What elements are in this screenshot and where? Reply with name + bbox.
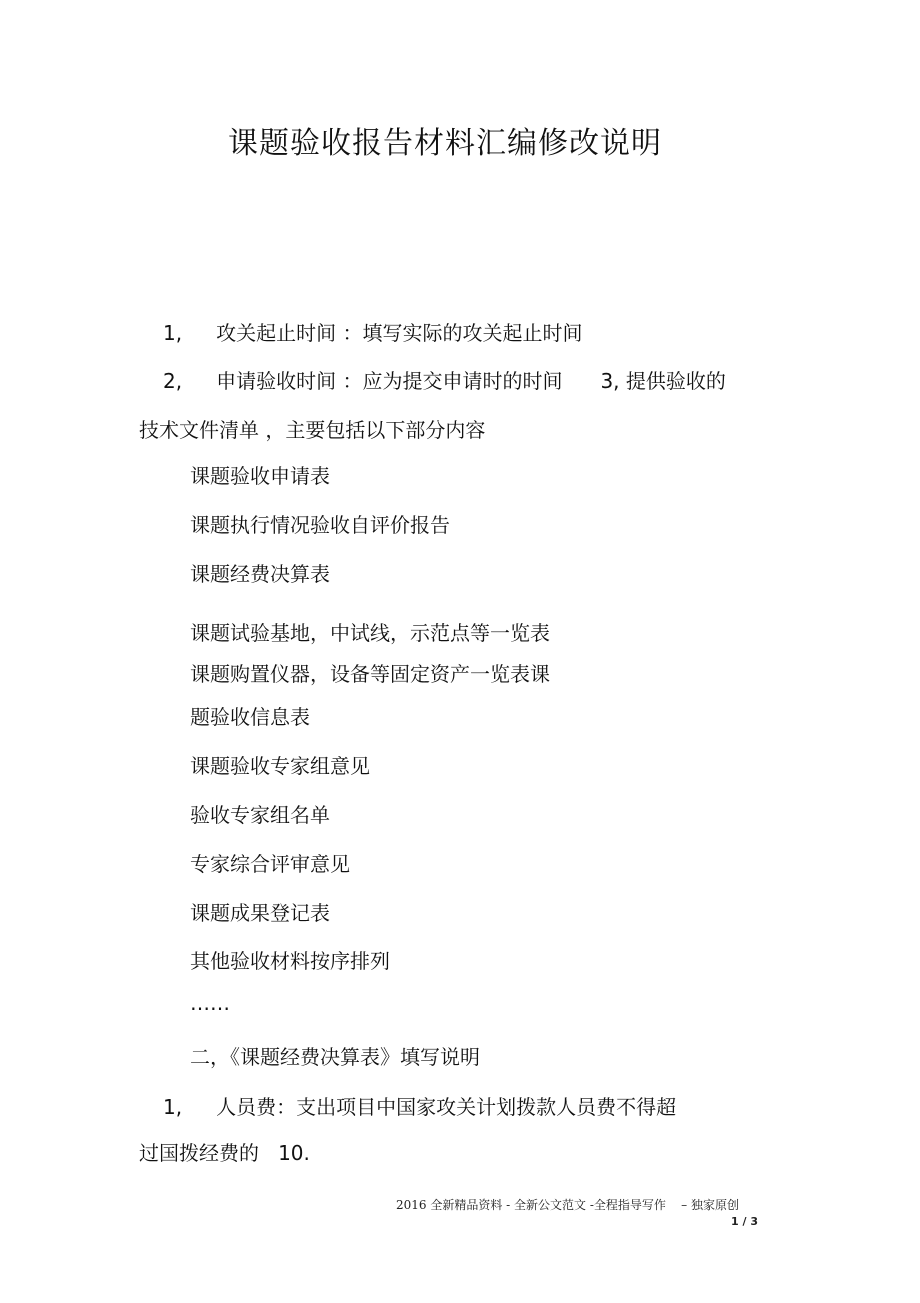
section-2-item-1-number: 1, bbox=[163, 1095, 183, 1119]
list-item: 课题购置仪器，设备等固定资产一览表课 bbox=[190, 662, 550, 686]
list-item: 题验收信息表 bbox=[190, 705, 310, 729]
page-number: 1 / 3 bbox=[731, 1215, 758, 1228]
list-item: 课题验收专家组意见 bbox=[190, 754, 370, 778]
document-title: 课题验收报告材料汇编修改说明 bbox=[228, 126, 662, 161]
list-item: 课题验收申请表 bbox=[190, 464, 330, 488]
section-2-item-1 bbox=[163, 1094, 676, 1120]
list-item: 验收专家组名单 bbox=[190, 803, 330, 827]
page-footer: 2016 全新精品资料 - 全新公文范文 -全程指导写作 – 独家原创 bbox=[396, 1198, 739, 1212]
list-item: 课题试验基地，中试线，示范点等一览表 bbox=[190, 621, 550, 645]
section-2-item-1-continuation: 过国拨经费的 10. bbox=[139, 1141, 310, 1165]
section-2-item-1-text: 人员费：支出项目中国家攻关计划拨款人员费不得超 bbox=[216, 1095, 677, 1119]
item-1-text: 攻关起止时间 ：填写实际的攻关起止时间 bbox=[216, 321, 583, 345]
list-item: 课题执行情况验收自评价报告 bbox=[190, 513, 450, 537]
item-3-inline: 3, 提供验收的 bbox=[600, 369, 726, 393]
item-2-text: 申请验收时间 ：应为提交申请时的时间 bbox=[216, 369, 563, 393]
list-item: 其他验收材料按序排列 bbox=[190, 949, 390, 973]
item-2 bbox=[163, 368, 726, 394]
item-2-number: 2, bbox=[163, 369, 183, 393]
list-ellipsis: …… bbox=[190, 991, 230, 1015]
list-item: 专家综合评审意见 bbox=[190, 852, 350, 876]
list-item: 课题成果登记表 bbox=[190, 901, 330, 925]
item-1-number: 1, bbox=[163, 321, 183, 345]
list-item: 课题经费决算表 bbox=[190, 562, 330, 586]
section-2-heading: 二，《课题经费决算表》填写说明 bbox=[190, 1045, 480, 1069]
item-3-continuation: 技术文件清单 ，主要包括以下部分内容 bbox=[139, 418, 486, 442]
item-1 bbox=[163, 320, 582, 346]
